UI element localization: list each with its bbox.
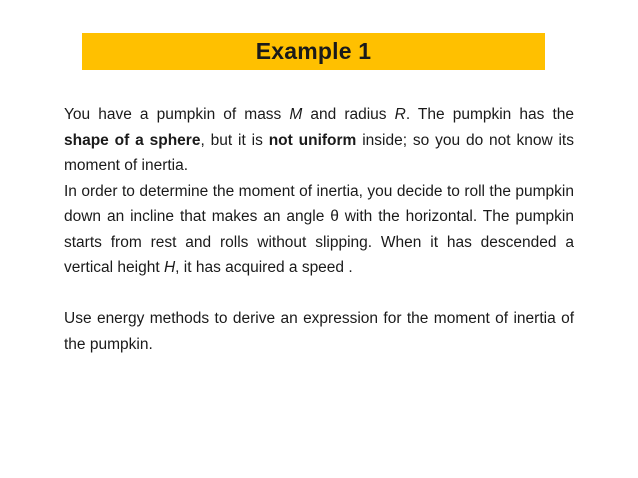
text-segment: inside; so you do not know its moment of inertia. [64, 131, 574, 174]
text-segment: and radius [302, 106, 395, 123]
slide-title: Example 1 [255, 38, 372, 64]
text-segment: You have a pumpkin of mass [64, 106, 290, 123]
paragraph-spacer [64, 281, 574, 307]
text-segment: In order to determine the moment of inertia, you decide to roll the pumpkin down an incline that makes an angle θ with the horizontal. The pumpkin starts from rest and rolls without slipping. When it has descended a vertical height [64, 182, 574, 276]
paragraph-method [64, 179, 574, 281]
paragraph-task: Use energy methods to derive an expression for the moment of inertia of the pumpkin. [64, 310, 574, 353]
mass-symbol: M [289, 106, 303, 123]
text-segment: . The pumpkin has the [405, 106, 574, 123]
problem-text [64, 102, 574, 357]
radius-symbol: R [394, 106, 406, 123]
bold-not-uniform-phrase: not uniform [268, 131, 357, 149]
bold-shape-phrase: shape of a sphere [64, 131, 201, 149]
paragraph-intro [64, 102, 574, 179]
text-segment: , it has acquired a speed . [175, 259, 353, 276]
text-segment: , but it is [200, 131, 269, 149]
height-symbol: H [163, 259, 176, 276]
title-banner [82, 33, 545, 70]
